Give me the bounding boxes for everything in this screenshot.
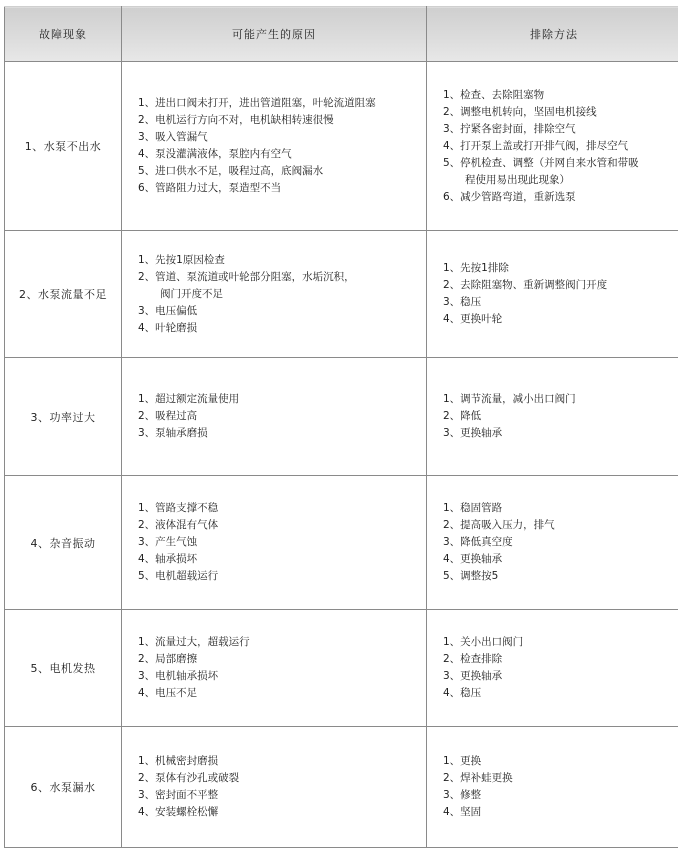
remedy-item: 4、坚固 [443,806,482,818]
header-remedy: 排除方法 [427,7,678,62]
cause-item: 2、局部磨擦 [138,653,198,665]
cause-item: 3、泵轴承磨损 [138,427,208,439]
cause-item: 1、进出口阀未打开，进出管道阻塞，叶轮流道阻塞 [138,97,376,109]
remedy-item: 5、调整按5 [443,570,499,582]
table-row [5,358,678,476]
remedy-item: 1、检查、去除阻塞物 [443,88,545,101]
remedy-item: 3、降低真空度 [443,536,513,548]
cause-item: 1、流量过大，超载运行 [138,636,250,648]
cause-list [138,252,420,337]
cause-cell [122,231,427,358]
cause-cell [122,476,427,610]
cause-cell [122,358,427,476]
remedy-cell [427,727,678,848]
cause-item: 2、电机运行方向不对，电机缺相转速很慢 [138,114,334,126]
cause-item: 5、进口供水不足，吸程过高，底阀漏水 [138,165,324,177]
remedy-list [443,391,675,442]
remedy-item: 1、调节流量，减小出口阀门 [443,393,576,405]
symptom-cell: 1、水泵不出水 [5,62,122,231]
cause-cell [122,727,427,848]
remedy-item: 2、降低 [443,410,482,422]
header-symptom: 故障现象 [5,7,122,62]
cause-list [138,634,420,702]
symptom-cell: 3、功率过大 [5,358,122,476]
remedy-item: 3、更换轴承 [443,670,503,682]
cause-item: 1、管路支撑不稳 [138,502,219,514]
cause-item: 1、超过额定流量使用 [138,393,240,405]
remedy-item: 2、提高吸入压力，排气 [443,519,555,531]
remedy-item: 1、关小出口阀门 [443,636,524,648]
remedy-item: 4、更换叶轮 [443,313,503,325]
cause-item: 4、电压不足 [138,687,198,699]
cause-list [138,500,420,585]
cause-item: 4、泵没灌满液体，泵腔内有空气 [138,148,292,160]
remedy-list [443,753,675,821]
cause-cell [122,610,427,727]
cause-list [138,391,420,442]
remedy-list [443,500,675,585]
symptom-cell: 4、杂音振动 [5,476,122,610]
cause-item: 3、密封面不平整 [138,789,219,801]
remedy-cell [427,231,678,358]
header-cause: 可能产生的原因 [122,7,427,62]
remedy-item: 1、稳固管路 [443,502,503,514]
cause-item: 3、产生气蚀 [138,536,198,548]
remedy-item: 2、去除阻塞物、重新调整阀门开度 [443,279,608,291]
cause-item: 5、电机超载运行 [138,570,219,582]
remedy-item: 4、更换轴承 [443,553,503,565]
remedy-item-continuation [443,172,675,189]
cause-list [138,95,420,197]
troubleshooting-table [4,6,678,848]
cause-item: 2、液体混有气体 [138,519,219,531]
remedy-item: 1、更换 [443,755,482,767]
cause-item: 3、电机轴承损坏 [138,670,219,682]
cause-item: 1、机械密封磨损 [138,755,219,767]
remedy-item: 2、焊补蛙更换 [443,772,513,784]
continuation-text: 程使用易出现此现象） [465,173,570,186]
cause-item: 3、电压偏低 [138,304,198,317]
table-row [5,476,678,610]
remedy-list [443,634,675,702]
remedy-cell [427,358,678,476]
cause-item: 3、吸入管漏气 [138,131,208,143]
remedy-item: 4、打开泵上盖或打开排气阀，排尽空气 [443,139,629,152]
remedy-item: 5、停机检查、调整（并网自来水管和带吸 [443,156,639,169]
remedy-cell [427,476,678,610]
table-row [5,610,678,727]
cause-item: 4、叶轮磨损 [138,321,198,334]
table-row [5,62,678,231]
cause-item: 4、轴承损坏 [138,553,198,565]
continuation-text: 阀门开度不足 [160,287,223,300]
cause-item: 2、管道、泵流道或叶轮部分阻塞，水垢沉积， [138,270,355,283]
symptom-cell: 2、水泵流量不足 [5,231,122,358]
cause-cell [122,62,427,231]
remedy-item: 2、调整电机转向，坚固电机接线 [443,105,597,118]
remedy-item: 3、更换轴承 [443,427,503,439]
header-row [5,7,678,62]
cause-list [138,753,420,821]
remedy-item: 3、修整 [443,789,482,801]
remedy-item: 4、稳压 [443,687,482,699]
cause-item-continuation [138,286,420,303]
cause-item: 4、安装螺栓松懈 [138,806,219,818]
remedy-item: 3、拧紧各密封面，排除空气 [443,122,576,135]
cause-item: 2、吸程过高 [138,410,198,422]
remedy-item: 3、稳压 [443,296,482,308]
remedy-item: 1、先按1排除 [443,262,509,274]
remedy-cell [427,62,678,231]
remedy-item: 2、检查排除 [443,653,503,665]
cause-item: 1、先按1原因检查 [138,253,225,266]
table-row [5,727,678,848]
cause-item: 2、泵体有沙孔或破裂 [138,772,240,784]
symptom-cell: 5、电机发热 [5,610,122,727]
cause-item: 6、管路阻力过大，泵造型不当 [138,182,282,194]
remedy-item: 6、减少管路弯道，重新选泵 [443,190,576,203]
symptom-cell: 6、水泵漏水 [5,727,122,848]
table-row [5,231,678,358]
remedy-cell [427,610,678,727]
remedy-list [443,87,675,206]
remedy-list [443,260,675,328]
